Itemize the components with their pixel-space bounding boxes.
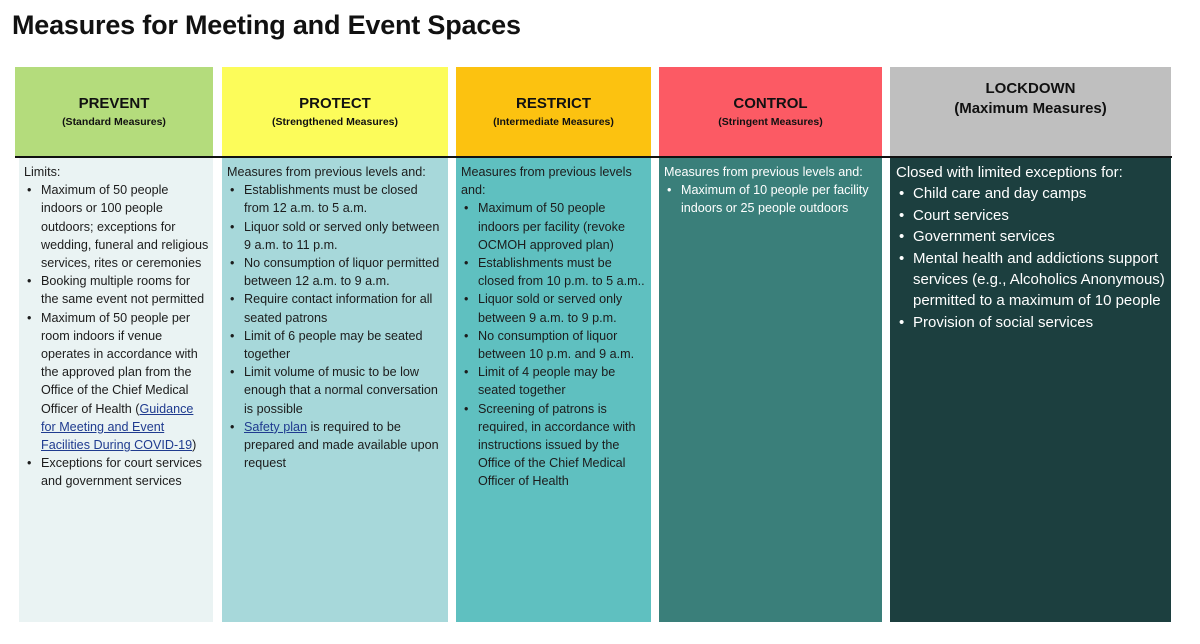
measure-item: • Liquor sold or served only between 9 a.m. to 9 p.m. [478, 290, 647, 326]
column-subtitle: (Standard Measures) [62, 116, 166, 128]
column-title: LOCKDOWN [985, 80, 1076, 97]
column-intro: Limits: [24, 165, 61, 179]
measure-item: • Require contact information for all seated patrons [244, 290, 444, 326]
column-subtitle: (Stringent Measures) [718, 116, 823, 128]
column-title: CONTROL [733, 95, 808, 112]
measure-text: ) [192, 438, 197, 453]
measure-item: • Maximum of 10 people per facility indoors or 25 people outdoors [681, 181, 878, 217]
measure-item: • Limit of 4 people may be seated together [478, 363, 647, 399]
column-body-restrict [456, 157, 651, 622]
measure-item: • Liquor sold or served only between 9 a.m. to 11 p.m. [244, 218, 444, 254]
column-subtitle: (Strengthened Measures) [271, 116, 399, 128]
column-title: PREVENT [78, 95, 150, 112]
measure-item: • Establishments must be closed from 12 a.m. to 5 a.m. [244, 181, 444, 217]
column-header-prevent [15, 67, 213, 157]
column-intro: Closed with limited exceptions for: [896, 164, 1123, 181]
column-intro: Measures from previous levels and: [227, 165, 426, 179]
measure-item [41, 309, 209, 455]
measure-item: • Maximum of 50 people indoors per facility (revoke OCMOH approved plan) [478, 199, 647, 254]
measure-item: • Booking multiple rooms for the same event not permitted [41, 272, 209, 308]
column-header-restrict [456, 67, 651, 157]
column-subtitle: (Intermediate Measures) [493, 116, 614, 128]
column-title: PROTECT [299, 95, 371, 112]
measure-list [227, 181, 444, 472]
column-subtitle: (Maximum Measures) [954, 100, 1107, 117]
measure-item: • Establishments must be closed from 10 p.m. to 5 a.m.. [478, 254, 647, 290]
measure-item: • Exceptions for court services and government services [41, 454, 209, 490]
column-body-prevent [19, 157, 213, 622]
measure-item [244, 418, 444, 473]
column-intro: Measures from previous levels and: [461, 165, 632, 198]
column-header-protect [222, 67, 448, 157]
measure-text: Maximum of 50 people per room indoors if venue operates in accordance with the approved plan from the Office of the Chief Medical Officer of Health ( [41, 310, 198, 416]
column-body-lockdown [890, 157, 1171, 622]
column-header-lockdown [890, 67, 1171, 157]
measure-item: • Child care and day camps [913, 183, 1165, 204]
safety-plan-link[interactable]: Safety plan [244, 419, 308, 434]
measure-item: • Provision of social services [913, 312, 1165, 333]
header-divider [15, 156, 1172, 158]
measure-item: • No consumption of liquor permitted between 12 a.m. to 9 a.m. [244, 254, 444, 290]
page-title: Measures for Meeting and Event Spaces [12, 10, 521, 40]
column-intro: Measures from previous levels and: [664, 165, 863, 179]
column-body-protect [222, 157, 448, 622]
measure-item: • Limit volume of music to be low enough that a normal conversation is possible [244, 363, 444, 418]
measure-item: • Maximum of 50 people indoors or 100 people outdoors; exceptions for wedding, funeral and religious services, rites or ceremonies [41, 181, 209, 272]
column-title: RESTRICT [516, 95, 591, 112]
measure-item: • Mental health and addictions support services (e.g., Alcoholics Anonymous) permitted to a maximum of 10 people [913, 248, 1165, 312]
measure-item: • Screening of patrons is required, in accordance with instructions issued by the Office of the Chief Medical Officer of Health [478, 400, 647, 491]
measure-list [896, 183, 1165, 333]
measure-item: • Government services [913, 226, 1165, 247]
measure-list [461, 199, 647, 490]
measure-text: is required to be prepared and made available upon request [244, 419, 439, 471]
measure-item: • Limit of 6 people may be seated together [244, 327, 444, 363]
column-body-control [659, 157, 882, 622]
measure-list [664, 181, 878, 217]
measure-item: • No consumption of liquor between 10 p.m. and 9 a.m. [478, 327, 647, 363]
column-header-control [659, 67, 882, 157]
guidance-link[interactable]: Guidance for Meeting and Event Facilities During COVID-19 [41, 401, 194, 453]
measure-item: • Court services [913, 205, 1165, 226]
measure-list [24, 181, 209, 490]
